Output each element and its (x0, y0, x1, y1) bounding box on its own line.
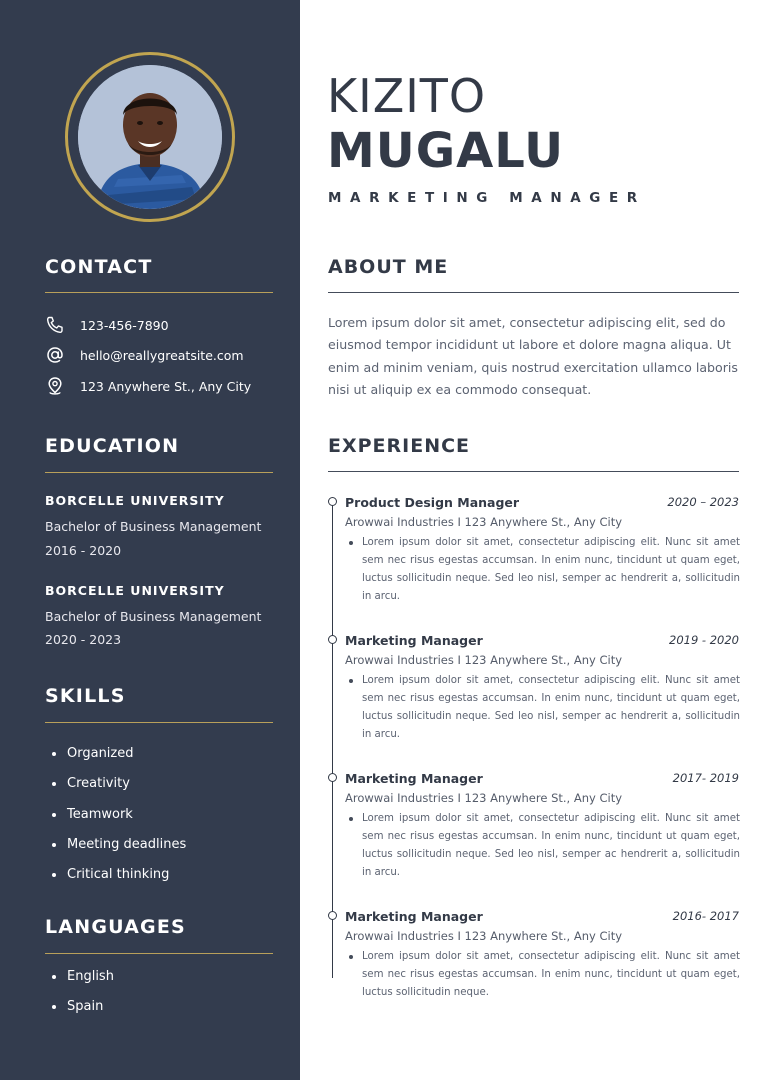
skill-item: Organized (52, 746, 186, 776)
sidebar (0, 0, 300, 1080)
contact-heading: CONTACT (45, 256, 153, 278)
timeline-line (332, 502, 333, 978)
experience-dates-4: 2016- 2017 (672, 909, 739, 923)
about-heading: ABOUT ME (328, 256, 449, 278)
education-years-1: 2016 - 2020 (45, 543, 122, 558)
experience-dates-1: 2020 – 2023 (667, 495, 739, 509)
experience-description-4: Lorem ipsum dolor sit amet, consectetur adipiscing elit. Nunc sit amet sem nec risus egestas accumsan. In enim nunc, tincidunt ut quam eget, luctus sollicitudin neque. (362, 948, 740, 1002)
profile-photo-frame (65, 52, 235, 222)
person-portrait-image (78, 65, 222, 209)
first-name: KIZITO (327, 69, 487, 123)
timeline-dot (328, 635, 337, 644)
timeline-dot (328, 497, 337, 506)
languages-divider (45, 953, 273, 954)
experience-company-4: Arowwai Industries I 123 Anywhere St., Any City (345, 929, 623, 943)
skill-item: Meeting deadlines (52, 837, 186, 867)
about-divider (328, 292, 739, 293)
location-pin-icon (45, 376, 65, 396)
phone-icon (45, 315, 65, 335)
experience-company-2: Arowwai Industries I 123 Anywhere St., Any City (345, 653, 623, 667)
experience-role-1: Product Design Manager (345, 495, 520, 510)
education-degree-2: Bachelor of Business Management (45, 609, 262, 624)
skills-divider (45, 722, 273, 723)
experience-company-3: Arowwai Industries I 123 Anywhere St., Any City (345, 791, 623, 805)
experience-role-2: Marketing Manager (345, 633, 483, 648)
languages-heading: LANGUAGES (45, 916, 186, 938)
education-school-1: BORCELLE UNIVERSITY (45, 493, 225, 508)
experience-role-3: Marketing Manager (345, 771, 483, 786)
timeline-dot (328, 773, 337, 782)
contact-email (45, 344, 244, 366)
last-name: MUGALU (327, 123, 565, 179)
street-address: 123 Anywhere St., Any City (80, 378, 252, 394)
language-item: English (52, 969, 114, 999)
languages-list (52, 969, 114, 1030)
experience-role-4: Marketing Manager (345, 909, 483, 924)
experience-dates-2: 2019 - 2020 (669, 633, 739, 647)
experience-description-2: Lorem ipsum dolor sit amet, consectetur adipiscing elit. Nunc sit amet sem nec risus egestas accumsan. In enim nunc, tincidunt ut quam eget, luctus sollicitudin neque. Sed leo nisl, semper ac hendrerit a, sollicitudin in arcu. (362, 672, 740, 744)
skill-item: Teamwork (52, 807, 186, 837)
timeline-dot (328, 911, 337, 920)
education-divider (45, 472, 273, 473)
education-school-2: BORCELLE UNIVERSITY (45, 583, 225, 598)
skill-item: Creativity (52, 776, 186, 806)
education-degree-1: Bachelor of Business Management (45, 519, 262, 534)
contact-address (45, 375, 251, 397)
contact-divider (45, 292, 273, 293)
about-paragraph: Lorem ipsum dolor sit amet, consectetur adipiscing elit, sed do eiusmod tempor incididunt ut labore et dolore magna aliqua. Ut enim ad minim veniam, quis nostrud exercitation ullamco laboris nisi ut aliquip ex ea commodo consequat. (328, 315, 738, 397)
at-sign-icon (45, 345, 65, 365)
email-address[interactable]: hello@reallygreatsite.com (80, 347, 244, 363)
experience-description-1: Lorem ipsum dolor sit amet, consectetur adipiscing elit. Nunc sit amet sem nec risus egestas accumsan. In enim nunc, tincidunt ut quam eget, luctus sollicitudin neque. Sed leo nisl, semper ac hendrerit a, sollicitudin in arcu. (362, 534, 740, 606)
experience-heading: EXPERIENCE (328, 435, 471, 457)
skill-item: Critical thinking (52, 867, 186, 897)
skills-list (52, 746, 186, 897)
profile-photo (78, 65, 222, 209)
language-item: Spain (52, 999, 114, 1029)
experience-dates-3: 2017- 2019 (672, 771, 739, 785)
experience-divider (328, 471, 739, 472)
experience-company-1: Arowwai Industries I 123 Anywhere St., Any City (345, 515, 623, 529)
experience-description-3: Lorem ipsum dolor sit amet, consectetur adipiscing elit. Nunc sit amet sem nec risus egestas accumsan. In enim nunc, tincidunt ut quam eget, luctus sollicitudin neque. Sed leo nisl, semper ac hendrerit a, sollicitudin in arcu. (362, 810, 740, 882)
phone-number[interactable]: 123-456-7890 (80, 317, 169, 333)
education-heading: EDUCATION (45, 435, 180, 457)
contact-phone (45, 314, 169, 336)
skills-heading: SKILLS (45, 685, 126, 707)
job-title: MARKETING MANAGER (328, 190, 646, 206)
education-years-2: 2020 - 2023 (45, 632, 122, 647)
